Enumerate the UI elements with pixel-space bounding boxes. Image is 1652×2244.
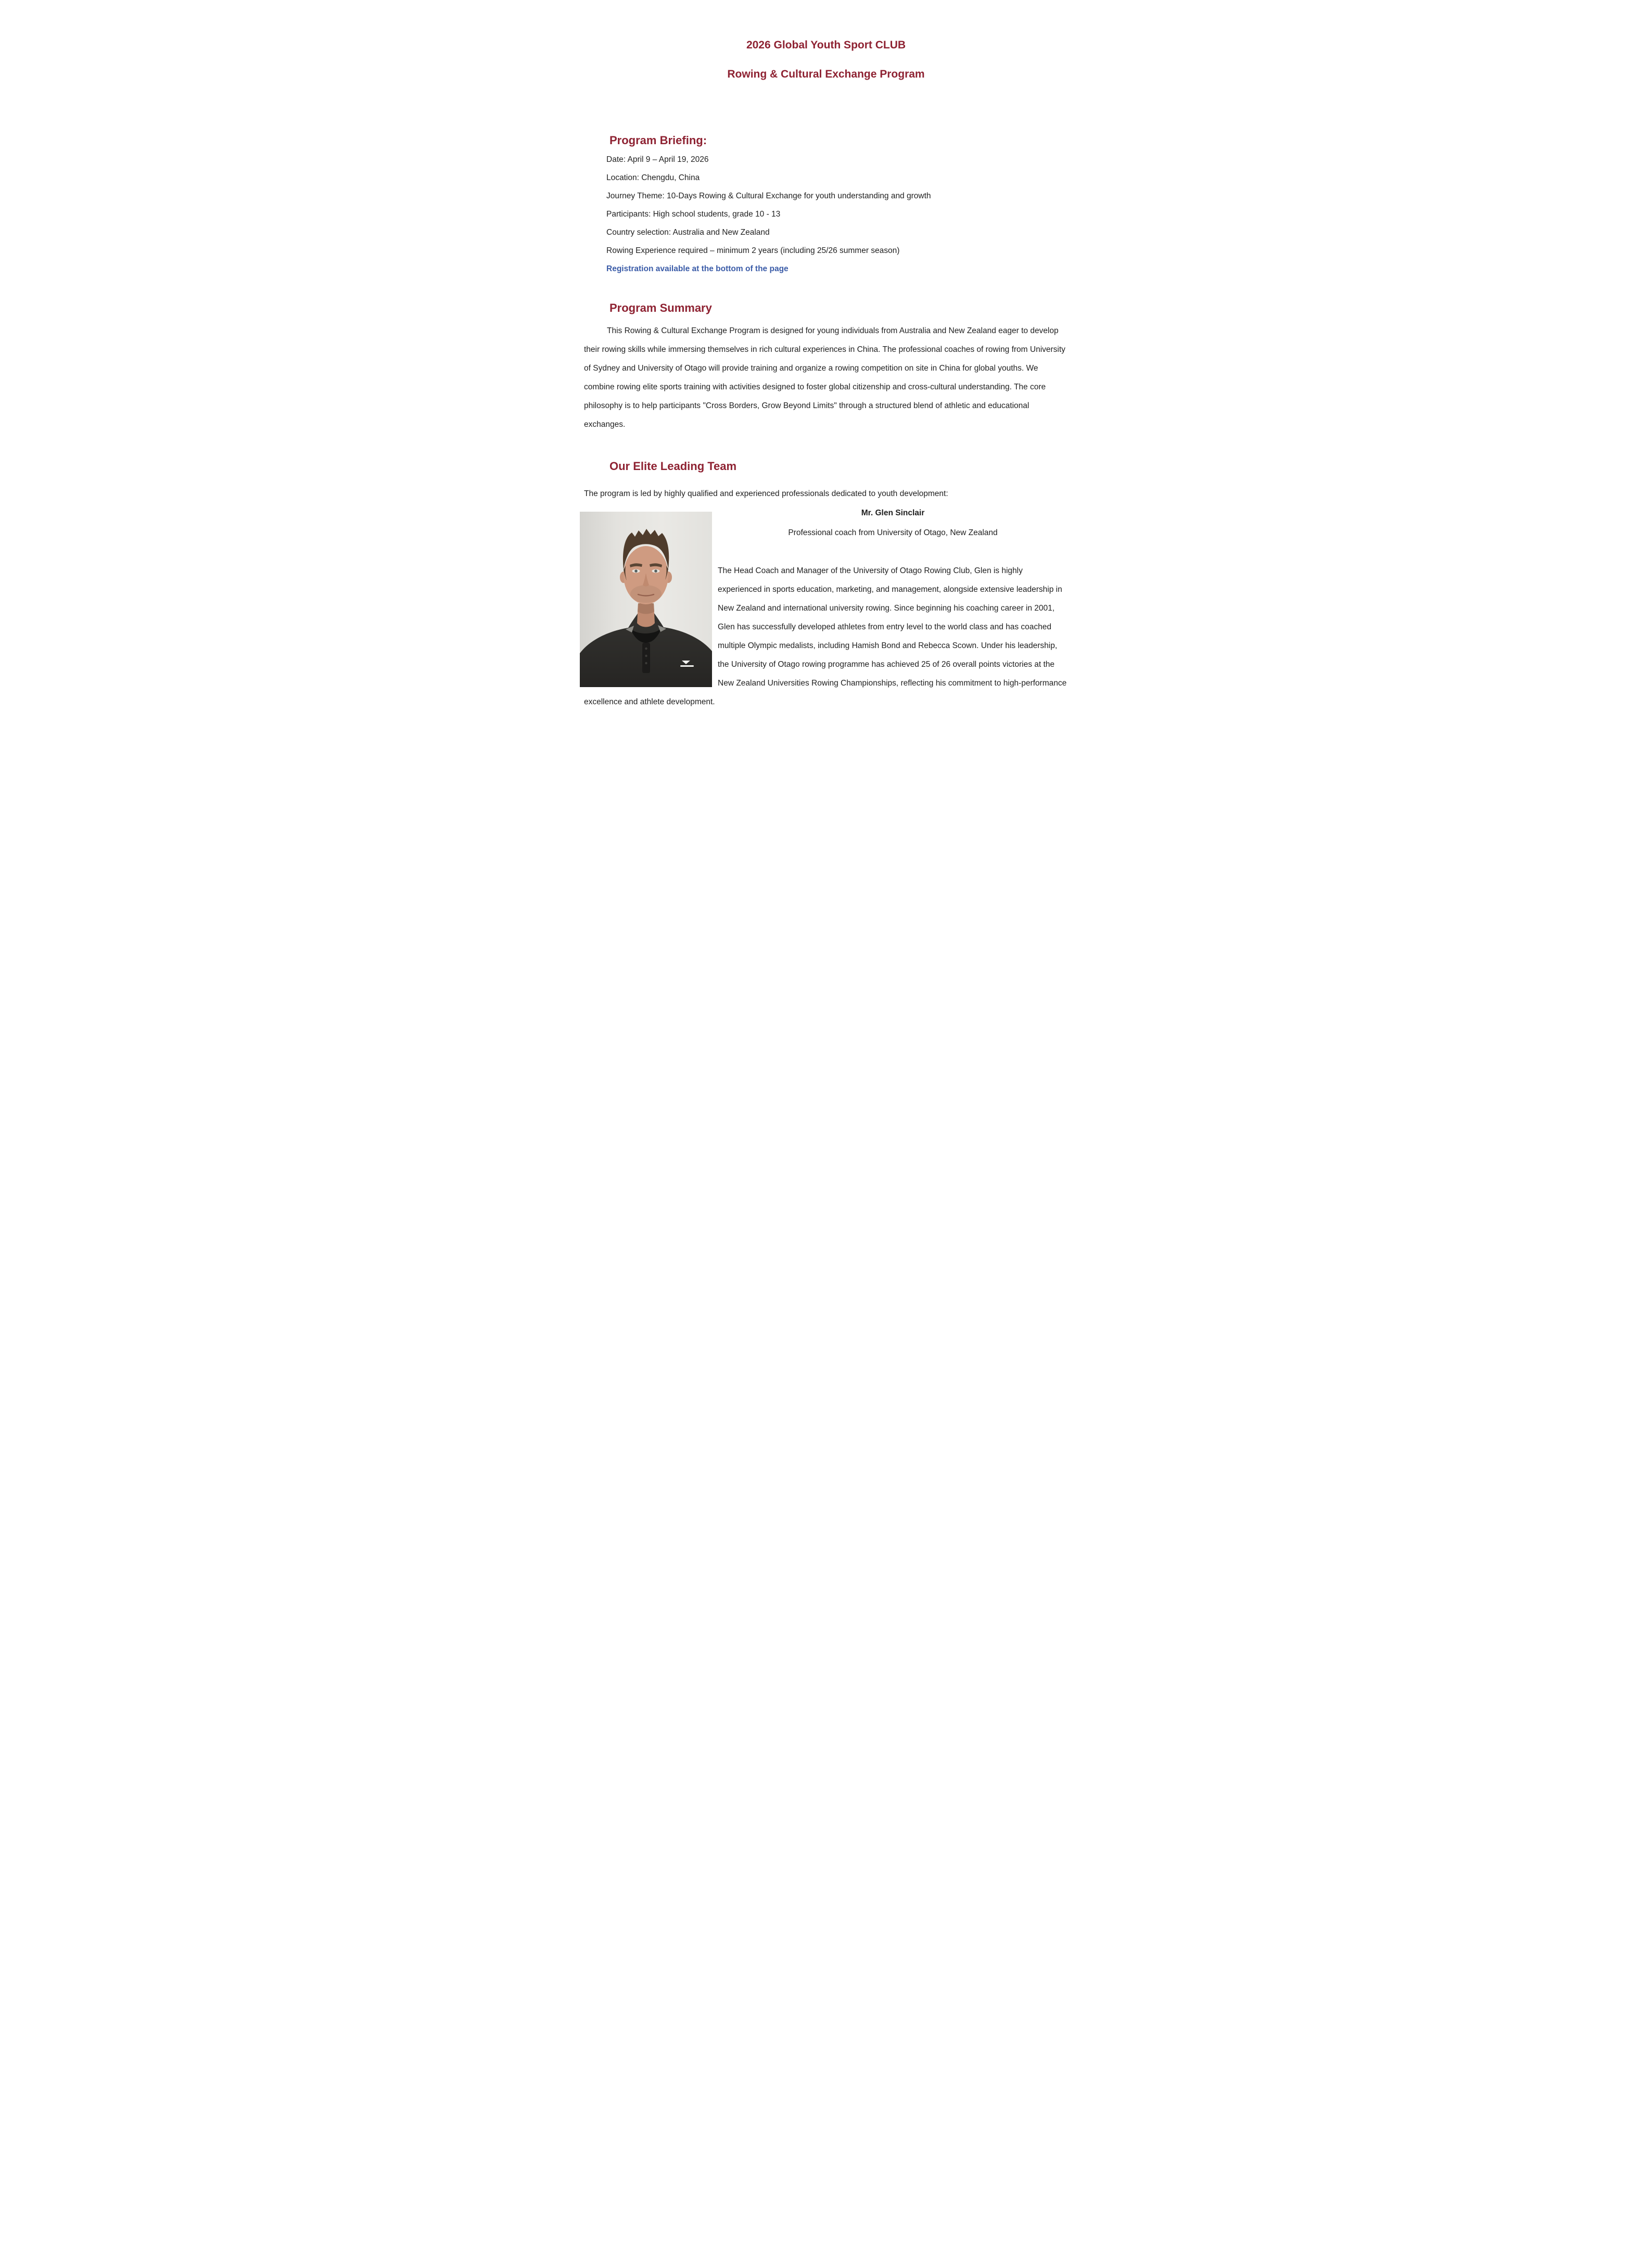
coach-bio-paragraph: The Head Coach and Manager of the University of Otago Rowing Club, Glen is highly experienced in sports education, marketing, and management, alongside extensive leadership in New Zealand and international university rowing. Since beginning his coaching career in 2001, Glen has successfully developed athletes from entry level to the world class and has coached multiple Olympic medalists, including Hamish Bond and Rebecca Scown. Under his leadership, the University of Otago rowing programme has achieved 25 of 26 overall points victories at the New Zealand Universities Rowing Championships, reflecting his commitment to high-performance excellence and athlete development. [584, 566, 1067, 706]
briefing-line-journey-theme: Journey Theme: 10-Days Rowing & Cultural Exchange for youth understanding and growth [606, 192, 931, 200]
program-summary-heading: Program Summary [609, 301, 712, 314]
team-intro-line: The program is led by highly qualified and experienced professionals dedicated to youth development: [584, 489, 948, 498]
coach-role: Professional coach from University of Otago, New Zealand [788, 528, 998, 537]
document-title-line2: Rowing & Cultural Exchange Program [727, 68, 925, 80]
briefing-line-location: Location: Chengdu, China [606, 173, 700, 182]
document-title-line1: 2026 Global Youth Sport CLUB [746, 39, 906, 51]
document-page [551, 0, 1101, 748]
briefing-line-rowing-experience: Rowing Experience required – minimum 2 years (including 25/26 summer season) [606, 246, 900, 255]
elite-team-heading: Our Elite Leading Team [609, 460, 737, 473]
coach-portrait-photo [580, 512, 712, 687]
coach-portrait-illustration [580, 512, 712, 687]
program-summary-paragraph: This Rowing & Cultural Exchange Program is designed for young individuals from Australia and New Zealand eager to develop their rowing skills while immersing themselves in rich cultural experiences in China. The professional coaches of rowing from University of Sydney and University of Otago will provide training and organize a rowing competition on site in China for global youths. We combine rowing elite sports training with activities designed to foster global citizenship and cross-cultural understanding. The core philosophy is to help participants "Cross Borders, Grow Beyond Limits" through a structured blend of athletic and educational exchanges. [584, 326, 1065, 429]
coach-bio-block [584, 503, 1068, 712]
briefing-line-country-selection: Country selection: Australia and New Zealand [606, 228, 770, 237]
program-briefing-heading: Program Briefing: [609, 134, 707, 147]
briefing-line-participants: Participants: High school students, grade 10 - 13 [606, 210, 781, 219]
program-briefing-list [606, 150, 1068, 278]
coach-name: Mr. Glen Sinclair [861, 509, 925, 517]
registration-note: Registration available at the bottom of the page [606, 264, 789, 273]
briefing-line-date: Date: April 9 – April 19, 2026 [606, 155, 709, 164]
